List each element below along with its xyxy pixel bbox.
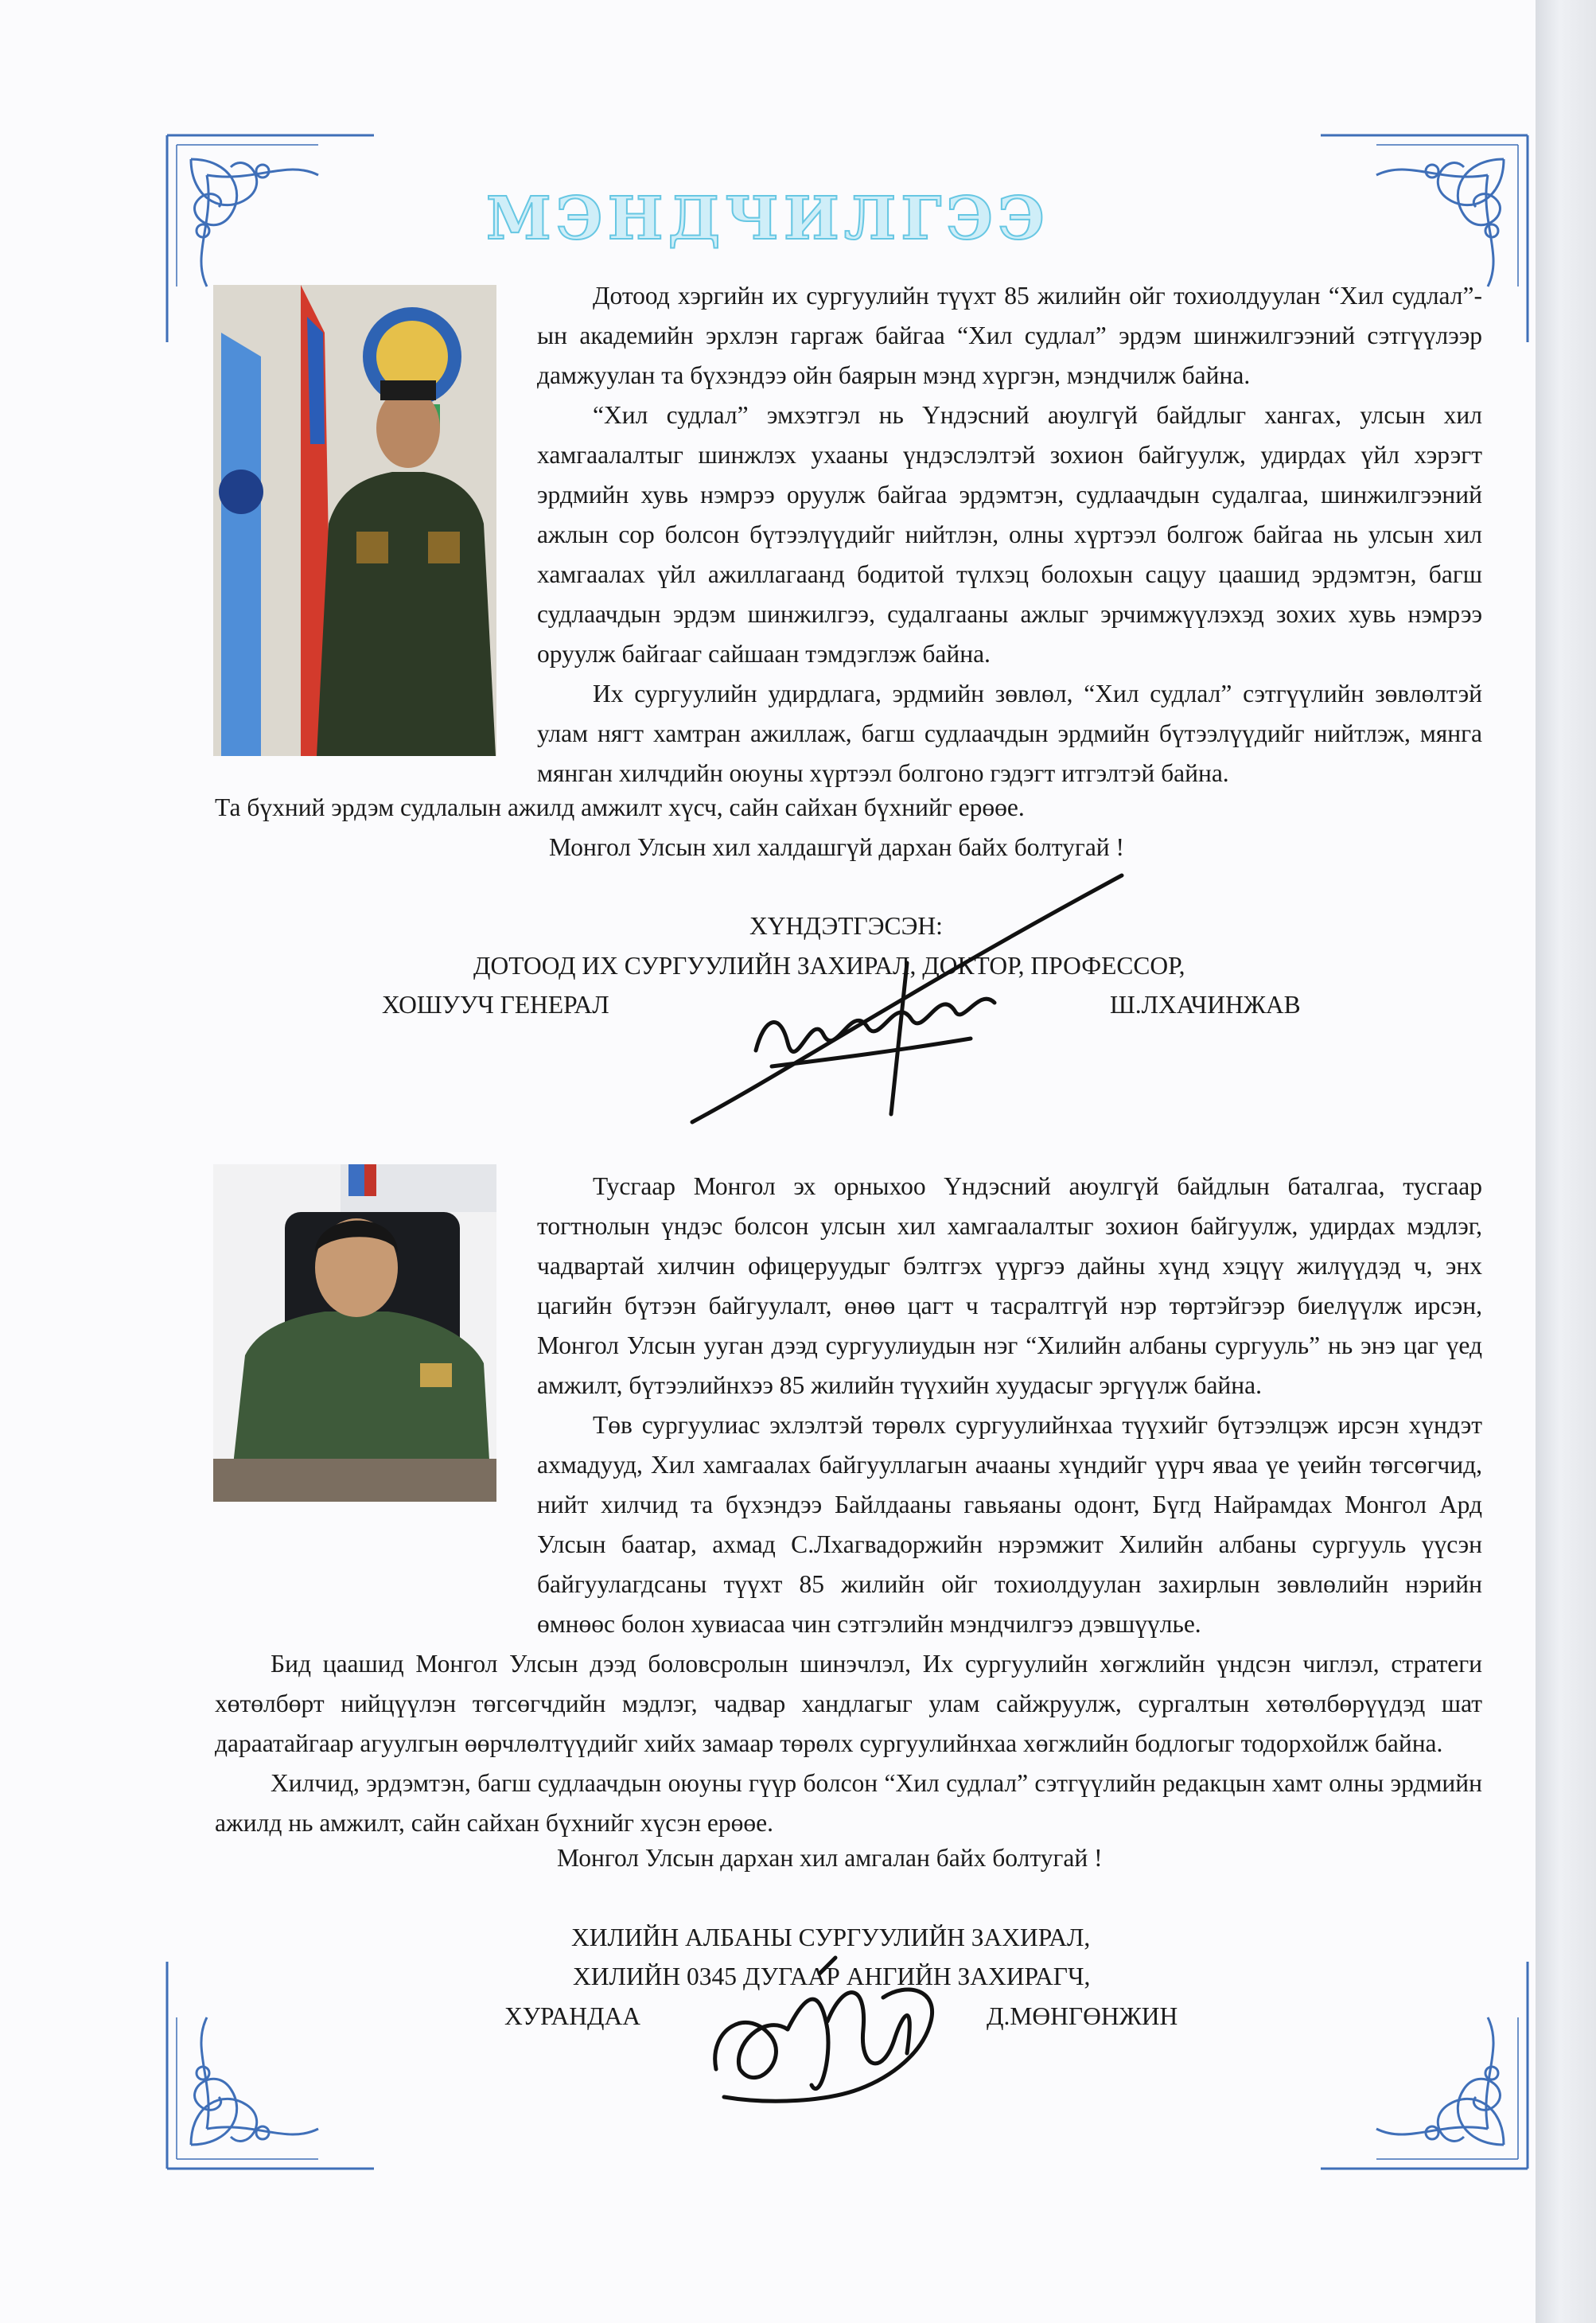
letter2-position-1: ХИЛИЙН АЛБАНЫ СУРГУУЛИЙН ЗАХИРАЛ, [571,1923,1091,1951]
page-binding-edge [1536,0,1596,2323]
signature-mungunjin [700,1950,971,2117]
corner-ornament-bottom-right [1313,1954,1536,2177]
letter2-position-2: ХИЛИЙН 0345 ДУГААР АНГИЙН ЗАХИРАГЧ, [573,1962,1091,1990]
letter2-body [215,1405,1482,1843]
page-title: МЭНДЧИЛГЭЭ [485,185,1050,253]
letter1-body [537,276,1482,793]
letter2-body-top [537,1167,1482,1405]
signature-lhachinjav [676,867,1138,1138]
letter1-slogan: Монгол Улсын хил халдашгүй дархан байх болтугай ! [549,833,1125,861]
letter1-paragraph: Дотоод хэргийн их сургуулийн түүхт 85 жилийн ойг тохиолдуулан “Хил судлал”-ын академийн эрхлэн гаргаж байгаа “Хил судлал” эрдэм шинжилгээний сэтгүүлээр дамжуулан та бүхэндээ ойн баярын мэнд хүргэн, мэндчилж байна. [537,282,1482,389]
letter2-name: Д.МӨНГӨНЖИН [987,2002,1178,2030]
letter1-position: ДОТООД ИХ СУРГУУЛИЙН ЗАХИРАЛ, ДОКТОР, ПРОФЕССОР, [473,952,1185,980]
letter1-name: Ш.ЛХАЧИНЖАВ [1110,991,1301,1019]
letter1-regards: ХҮНДЭТГЭСЭН: [749,912,943,940]
letter2-rank: ХУРАНДАА [504,2002,641,2030]
letter1-paragraph: “Хил судлал” эмхэтгэл нь Үндэсний аюулгүй байдлыг хангах, улсын хил хамгаалалтыг шинжлэх ухааны үндэслэлтэй зохион байгуулж, удирдах үйл хэрэгт эрдмийн хувь нэмрээ оруулж байгаа эрдэмтэн, судлаачдын судалгаа, шинжилгээний ажлын сор болсон бүтээлүүдийг нийтлэн, олны хүртээл болгож байгаа нь улсын хил хамгаалах үйл ажиллагаанд бодитой түлхэц болохын сацуу цаашид эрдэмтэн, багш судлаачдын эрдэм шинжилгээ, судалгааны ажлыг эрчимжүүлэхэд зохих хувь нэмрээ оруулж байгааг сайшаан тэмдэглэж байна. [537,401,1482,668]
letter1-rank: ХОШУУЧ ГЕНЕРАЛ [382,991,609,1019]
letter2-paragraph: Хилчид, эрдэмтэн, багш судлаачдын оюуны гүүр болсон “Хил судлал” сэтгүүлийн редакцын хамт олны эрдмийн ажилд нь амжилт, сайн сайхан бүхнийг хүсэн ерөөе. [215,1769,1482,1837]
portrait-photo-general [213,285,496,756]
letter2-slogan: Монгол Улсын дархан хил амгалан байх болтугай ! [557,1844,1103,1872]
letter2-paragraph: Төв сургуулиас эхлэлтэй төрөлх сургуулийнхаа түүхийг бүтээлцэж ирсэн хүндэт ахмадууд, Хил хамгаалах байгууллагын ачааны хүндийг үүрч яваа үе үеийн төгсөгчид, нийт хилчид та бүхэндээ Байлдааны гавьяаны одонт, Бүгд Найрамдах Монгол Ард Улсын баатар, ахмад С.Лхагвадоржийн нэрэмжит Хилийн албаны сургууль үүсэн байгуулагдсаны түүхт 85 жилийн ойг тохиолдуулан захирлын зөвлөлийн нэрийн өмнөөс болон хувиасаа чин сэтгэлийн мэндчилгээ дэвшүүлье. [537,1411,1482,1638]
letter1-wish: Та бүхний эрдэм судлалын ажилд амжилт хүсч, сайн сайхан бүхнийг ерөөе. [215,793,1025,821]
letter2-paragraph: Тусгаар Монгол эх орныхоо Үндэсний аюулгүй байдлын баталгаа, тусгаар тогтнолын үндэс болсон улсын хил хамгаалалтыг зохион байгуулж, удирдах мэдлэг, чадвартай хилчин офицеруудыг бэлтгэх үүргээ дайны хүнд хэцүү жилүүдэд ч, энх цагийн бүтээн байгуулалт, өнөө цагт ч тасралтгүй нэр төртэйгээр биелүүлж ирсэн, Монгол Улсын ууган дээд сургуулиудын нэг “Хилийн албаны сургууль” нь энэ цаг үед амжилт, бүтээлийнхээ 85 жилийн түүхийн хуудасыг эргүүлж байна. [537,1172,1482,1399]
letter1-paragraph: Их сургуулийн удирдлага, эрдмийн зөвлөл, “Хил судлал” сэтгүүлийн зөвлөлтэй улам нягт хамтран ажиллаж, багш судлаачдын эрдмийн бүтээлүүдийг нийтлэж, мянга мянган хилчдийн оюуны хүртээл болгоно гэдэгт итгэлтэй байна. [537,680,1482,787]
letter2-paragraph: Бид цаашид Монгол Улсын дээд боловсролын шинэчлэл, Их сургуулийн хөгжлийн үндсэн чиглэл, стратеги хөтөлбөрт нийцүүлэн төгсөгчдийн мэдлэг, чадвар хандлагыг улам сайжруулж, сургалтын хөтөлбөрүүдэд шат дараатайгаар агуулгын өөрчлөлтүүдийг хийх замаар төрөлх сургуулийнхаа хөгжлийн бодлогыг тодорхойлж байна. [215,1650,1482,1757]
corner-ornament-bottom-left [159,1954,382,2177]
